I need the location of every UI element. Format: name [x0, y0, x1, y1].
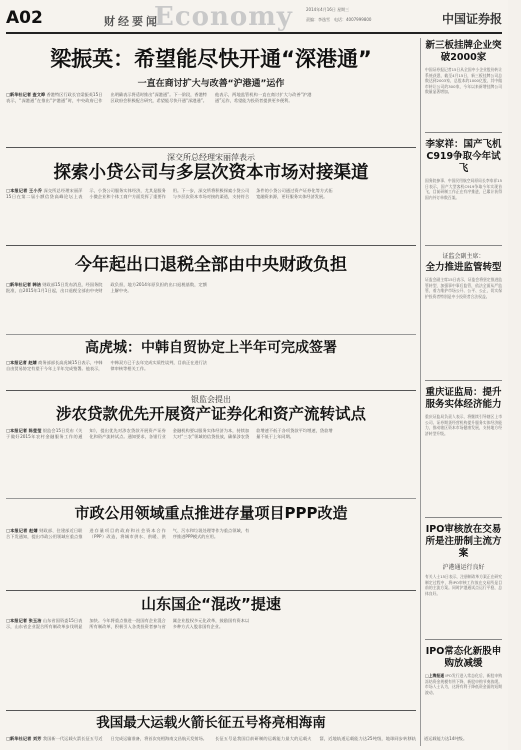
brief-6-headline: IPO常态化新股申购放减缓	[425, 646, 502, 669]
article-8-text: 我国新一代运载火箭长征五号近日完成运输准备，将首次亮相海南文昌航天发射场。长征五号是我国目前研制的运载能力最大的运载火箭，近地轨道运载能力达25吨级，地球同步转移轨道运载能力达14吨级。	[42, 736, 468, 741]
article-7-body	[6, 618, 416, 706]
lead-headline: 梁振英：希望能尽快开通“深港通”	[50, 47, 372, 71]
article-3-byline: □新华社记者 韩洁	[6, 282, 41, 287]
article-8-body	[6, 736, 468, 746]
divider	[6, 390, 416, 391]
divider	[425, 639, 502, 640]
brief-5-kicker: 沪港通运行良好	[442, 564, 485, 571]
article-3-text: 财政部15日发布消息，经国务院批准，自2015年1月1日起，出口退税全部由中央财政负担，地方2014年原负担的出口退税基数，定额上解中央。	[6, 282, 207, 293]
article-6-headline: 市政公用领域重点推进存量项目PPP改造	[74, 504, 348, 522]
article-3-body	[6, 282, 416, 330]
divider	[6, 710, 416, 711]
article-5-kicker: 银监会提出	[191, 395, 231, 404]
brief-6-body	[425, 673, 502, 719]
brief-2-headline: 李家祥：国产飞机C919争取今年试飞	[425, 139, 502, 174]
divider	[425, 132, 502, 133]
lead-body	[6, 92, 416, 142]
article-6-body	[6, 528, 416, 586]
divider	[425, 380, 502, 381]
article-4-byline: □本报记者 赵婧	[6, 360, 37, 365]
article-6-text: 财政部、住建部近日联合下发通知，提出市政公用领域应重点推进存量项目的政府和社会资本合作（PPP）改造，将城市供水、供暖、供气、污水和垃圾处理等作为重点领域，有序推进PPP模式的应用。	[6, 528, 250, 539]
newspaper-brand: 中国证券报	[441, 12, 502, 26]
article-3-headline: 今年起出口退税全部由中央财政负担	[75, 255, 347, 275]
article-6-byline: □本报记者 赵婧	[6, 528, 38, 533]
article-8-headline: 我国最大运载火箭长征五号将亮相海南	[96, 715, 326, 731]
section-title: 财经要闻	[104, 15, 160, 28]
article-5-body	[6, 428, 416, 494]
article-7-headline: 山东国企“混改”提速	[141, 595, 281, 613]
section-title-en: Economy	[154, 2, 293, 32]
brief-4-body: 重庆证监局负责人表示，将继续引导辖区上市公司、证券期货经营机构提升服务实体经济能力，推动辖区资本市场健康发展，支持地方经济转型升级。	[425, 414, 502, 436]
article-4-headline: 高虎城：中韩自贸协定上半年可完成签署	[85, 340, 337, 356]
article-4-body	[6, 360, 416, 386]
brief-5-body: 有关人士15日表示，注册制改革方案正在研究制定过程中，将IPO审核工作放在交易所是目前的主流方案。同时沪港通试点运行平稳，总体良好。	[425, 574, 502, 596]
brief-1-body: 中国证券报记者15日从全国中小企业股份转让系统获悉，截至4月15日，新三板挂牌公司总数达到2003家，总股本约1000亿股，其中做市转让公司约300家，今年以来新增挂牌公司数量显著增加。	[425, 67, 502, 94]
issue-meta	[306, 7, 436, 23]
lead-text: 香港特区行政长官梁振英15日表示，“深港通”在推出“沪港通”时，中央政府已作出明确表示将适时推出“深港通”。下一阶段，香港特区政府会积极配合研究，希望能尽快开通“深港通”。他表示，两地监管机构一直在商讨扩大与改善“沪港通”运作，希望能为投资者提供更多便利。	[6, 92, 312, 103]
divider	[6, 590, 416, 591]
brief-1-headline: 新三板挂牌企业突破2000家	[425, 40, 502, 63]
brief-3-body: 证监会副主席15日表示，证监会将坚定推进监管转型，加强事中事后监管，依法全面从严监管，着力维护市场公开、公平、公正，切实保护投资者特别是中小投资者合法权益。	[425, 277, 502, 299]
divider	[6, 245, 416, 246]
article-2-body	[6, 188, 416, 240]
article-7-byline: □本报记者 张玉洁	[6, 618, 42, 623]
news-brief-sidebar	[420, 38, 502, 746]
lead-subtitle: 一直在商讨扩大与改善“沪港通”运作	[137, 79, 285, 89]
divider	[6, 147, 416, 148]
article-2-kicker: 深交所总经理宋丽萍表示	[167, 153, 255, 162]
brief-4-headline: 重庆证监局：提升服务实体经济能力	[425, 387, 502, 410]
issue-date: 2014年4月16日 星期三	[306, 7, 350, 12]
editor-contact: 责编：李逸雪 电话：4007999800	[306, 17, 372, 22]
article-5-text: 银监会15日发布《关于做好2015年农村金融服务工作的通知》，提出优先对涉农贷款开展资产证券化和资产流转试点。通知要求，各银行业金融机构要以服务实体经济为本，持续加大对“三农”领域的信贷投放，确保涉农贷款增速不低于各项贷款平均增速，贷款增量不低于上年同期。	[6, 428, 333, 439]
article-2-headline: 探索小贷公司与多层次资本市场对接渠道	[53, 163, 369, 183]
page-number: A02	[6, 8, 43, 28]
article-5-headline: 涉农贷款优先开展资产证券化和资产流转试点	[55, 405, 366, 423]
article-8-byline: □新华社记者 刘芳	[6, 736, 42, 741]
article-2-byline: □本报记者 王小乔	[6, 188, 43, 193]
article-2-text: 深交所总经理宋丽萍15日在第二届小额信贷高峰论坛上表示，小贷公司服务实体经济，尤其是服务小微企业和个体工商户方面发挥了重要作用。下一步，深交所将积极探索小贷公司与多层次资本市场对接的渠道，支持符合条件的小贷公司通过资产证券化等方式拓宽融资来源，更好服务实体经济发展。	[6, 188, 333, 199]
brief-2-body: 国务院参事、中国民用航空局原局长李家祥15日表示，国产大型客机C919争取今年实现首飞，目前研制工作正在有序推进，已累计获得国内外订单数百架。	[425, 178, 502, 200]
brief-5-headline: IPO审核放在交易所是注册制主流方案	[425, 524, 502, 559]
divider	[425, 245, 502, 246]
article-4-text: 商务部部长高虎城15日表示，中韩自由贸易协定有望于今年上半年完成签署。他表示，中韩双方已于去年完成实质性谈判，目前正在进行法律审核等相关工作。	[6, 360, 207, 371]
divider	[6, 334, 416, 335]
lead-byline: □新华社记者 查文晔	[6, 92, 46, 97]
brief-3-kicker: 证监会副主席：	[442, 253, 485, 260]
divider	[425, 517, 502, 518]
article-5-byline: □本报记者 陈莹莹	[6, 428, 42, 433]
brief-6-byline: □上海报道	[425, 673, 445, 678]
divider	[6, 498, 416, 499]
brief-6-text: IPO发行进入常态化后，新股申购冻结资金规模有所下降，新股申购节奏放缓。市场人士认为，这将有利于降低资金面的短期波动。	[425, 673, 502, 695]
masthead	[6, 4, 502, 34]
brief-3-headline: 全力推进监管转型	[425, 262, 502, 273]
article-7-text: 山东省国资委15日表示，山东省企业混合所有制改革步伐明显加快。今年将重点推进一批国有企业混合所有制改革，积极引入各类投资者参与省属企业股权多元化改革，鼓励国有资本以多种方式入股非国有企业。	[6, 618, 250, 629]
